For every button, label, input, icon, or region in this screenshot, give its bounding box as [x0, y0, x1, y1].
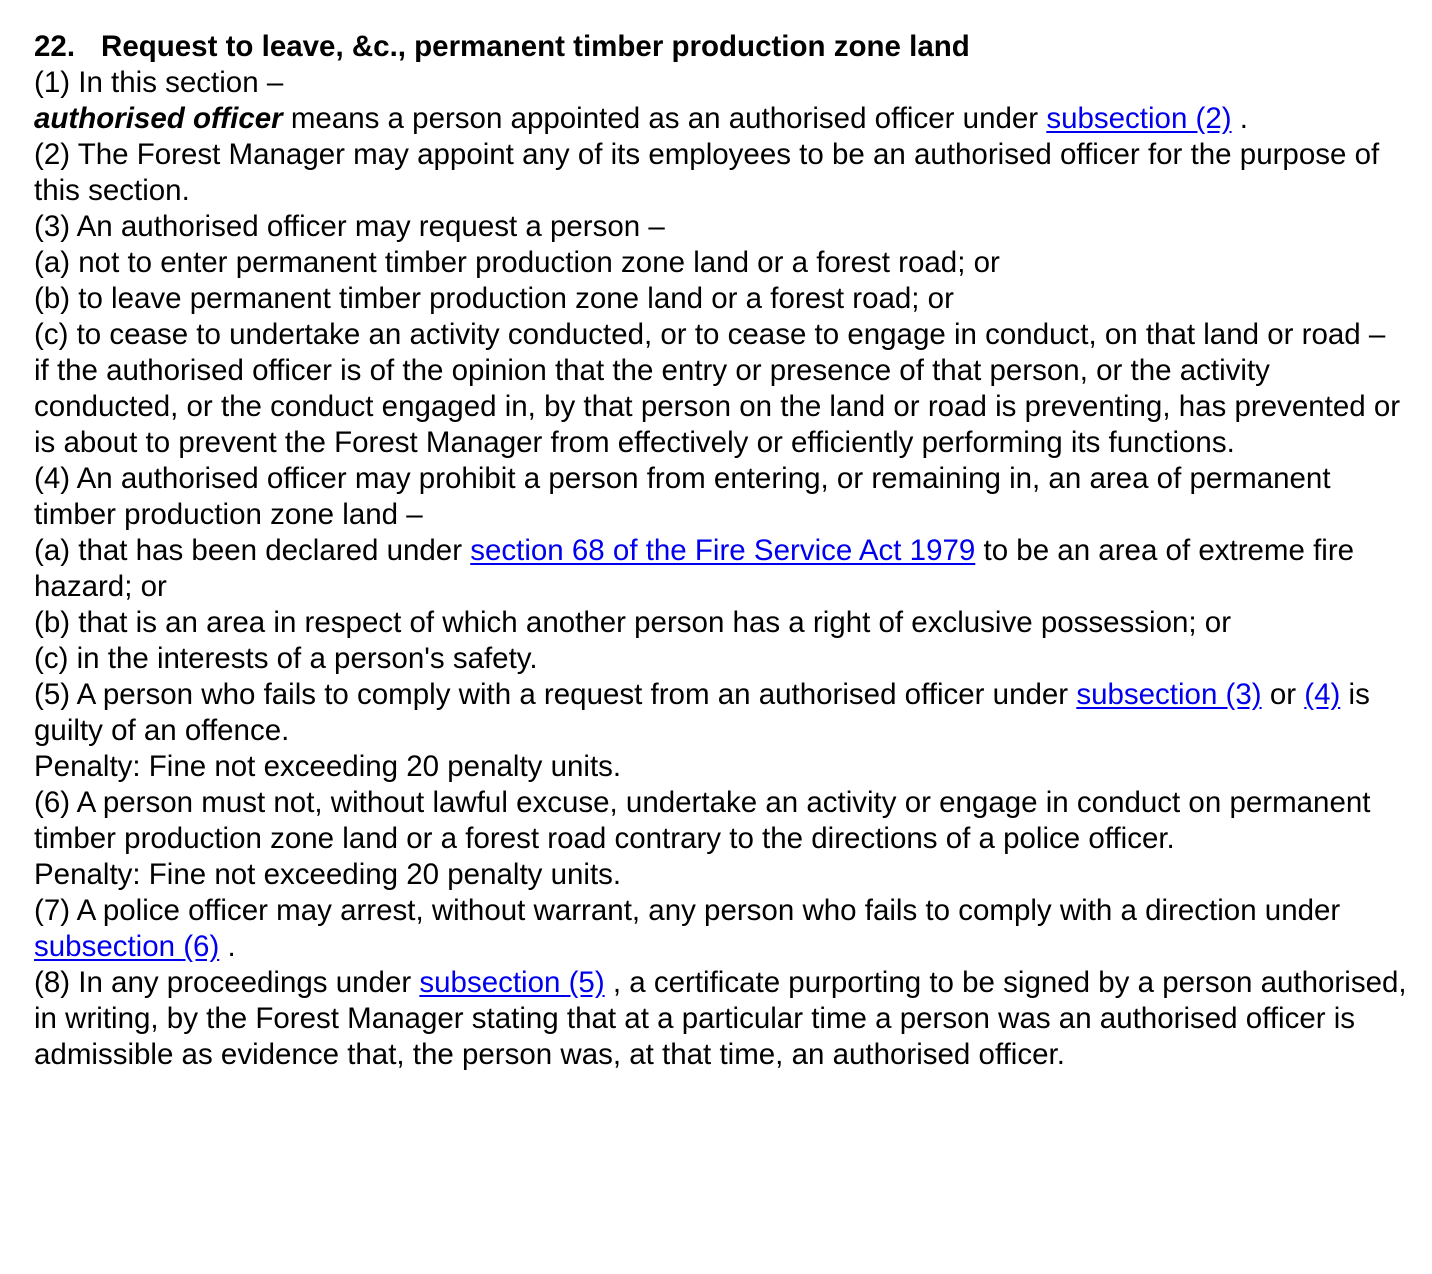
subsection-2: (2) The Forest Manager may appoint any of its employees to be an authorised officer for the purpose of this section.	[34, 138, 1380, 207]
defined-term: authorised officer	[34, 102, 283, 135]
subsection-5-mid: or	[1261, 678, 1305, 711]
subsection-8	[34, 965, 1418, 1073]
link-subsection-4[interactable]: (4)	[1304, 678, 1341, 711]
subsection-5-penalty: Penalty: Fine not exceeding 20 penalty units.	[34, 750, 622, 783]
subsection-7-pre: (7) A police officer may arrest, without warrant, any person who fails to comply with a direction under	[34, 894, 1341, 927]
legislation-section	[34, 29, 1418, 1073]
definition-authorised-officer	[34, 101, 1418, 137]
paragraph-a-post: to be an area of extreme fire hazard; or	[34, 534, 1355, 603]
subsection-5	[34, 677, 1418, 749]
subsection-5-post: is guilty of an offence.	[34, 678, 1370, 747]
section-number: 22.	[34, 30, 76, 63]
subsection-4-paragraph-b: (b) that is an area in respect of which another person has a right of exclusive possession; or	[34, 606, 1232, 639]
subsection-7	[34, 893, 1418, 965]
link-subsection-6[interactable]: subsection (6)	[34, 930, 220, 963]
link-subsection-2[interactable]: subsection (2)	[1046, 102, 1232, 135]
subsection-3-paragraph-c: (c) to cease to undertake an activity conducted, or to cease to engage in conduct, on that land or road –	[34, 318, 1386, 351]
subsection-3-paragraph-a: (a) not to enter permanent timber production zone land or a forest road; or	[34, 246, 1000, 279]
subsection-8-post: , a certificate purporting to be signed by a person authorised, in writing, by the Forest Manager stating that at a particular time a person was an authorised officer is admissible as evidence that, the person was, at that time, an authorised officer.	[34, 966, 1407, 1071]
subsection-6: (6) A person must not, without lawful excuse, undertake an activity or engage in conduct on permanent timber production zone land or a forest road contrary to the directions of a police officer.	[34, 786, 1371, 855]
subsection-1-intro: (1) In this section –	[34, 66, 284, 99]
link-fire-service-act[interactable]: section 68 of the Fire Service Act 1979	[470, 534, 976, 567]
subsection-4-paragraph-c: (c) in the interests of a person's safety.	[34, 642, 538, 675]
subsection-5-pre: (5) A person who fails to comply with a request from an authorised officer under	[34, 678, 1077, 711]
section-heading	[34, 29, 1418, 65]
definition-text: means a person appointed as an authorised officer under	[282, 102, 1047, 135]
definition-end: .	[1231, 102, 1249, 135]
subsection-3-intro: (3) An authorised officer may request a person –	[34, 210, 665, 243]
subsection-6-penalty: Penalty: Fine not exceeding 20 penalty units.	[34, 858, 622, 891]
link-subsection-5[interactable]: subsection (5)	[419, 966, 605, 999]
subsection-4-paragraph-a	[34, 533, 1418, 605]
subsection-3-tail: if the authorised officer is of the opinion that the entry or presence of that person, or the activity conducted, or the conduct engaged in, by that person on the land or road is preventing, has prevented or is about to prevent the Forest Manager from effectively or efficiently performing its functions.	[34, 354, 1401, 459]
subsection-8-pre: (8) In any proceedings under	[34, 966, 420, 999]
subsection-3-paragraph-b: (b) to leave permanent timber production zone land or a forest road; or	[34, 282, 954, 315]
link-subsection-3[interactable]: subsection (3)	[1076, 678, 1262, 711]
subsection-7-post: .	[219, 930, 236, 963]
paragraph-a-pre: (a) that has been declared under	[34, 534, 471, 567]
section-title: Request to leave, &c., permanent timber production zone land	[101, 30, 970, 63]
subsection-4-intro: (4) An authorised officer may prohibit a person from entering, or remaining in, an area of permanent timber production zone land –	[34, 462, 1331, 531]
